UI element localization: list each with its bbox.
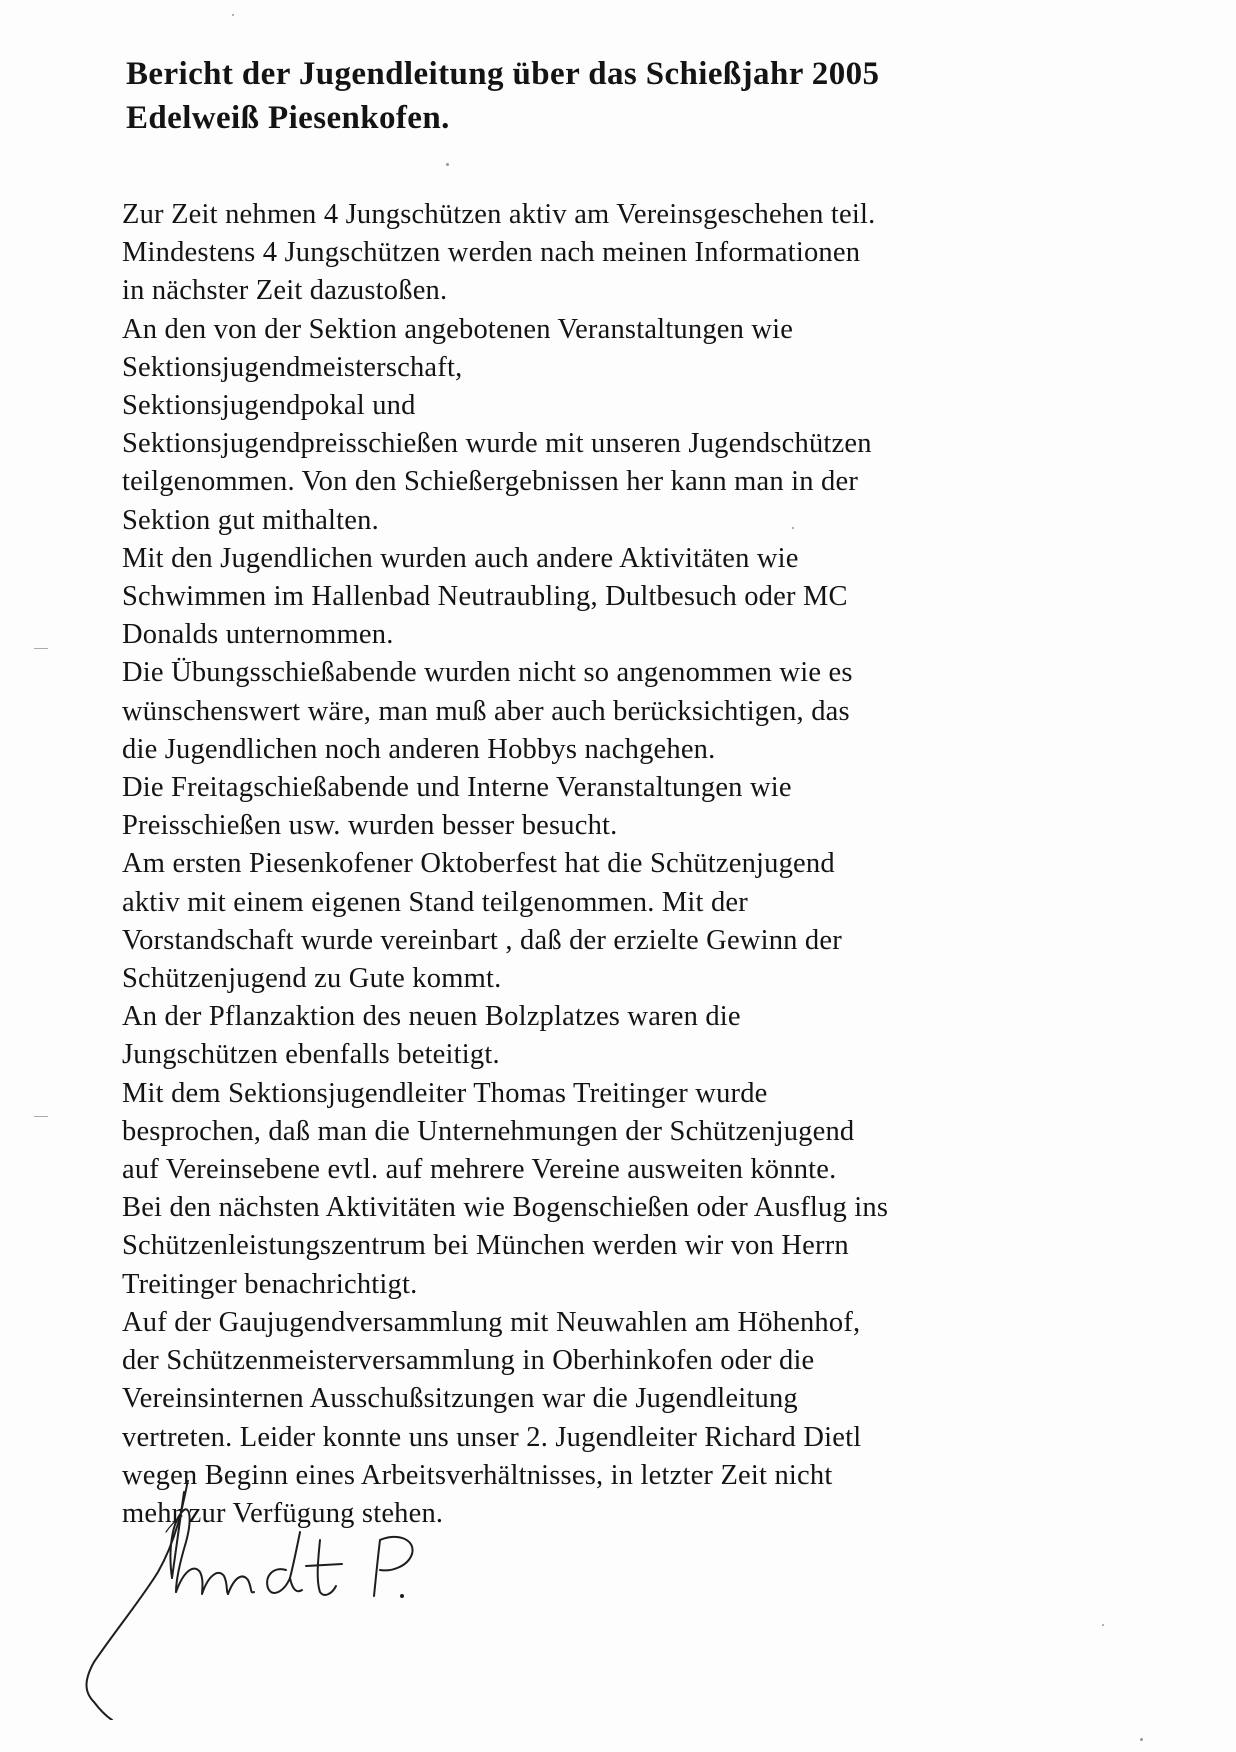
body-line: Treitinger benachrichtigt.	[122, 1268, 418, 1300]
body-line: wegen Beginn eines Arbeitsverhältnisses, in letzter Zeit nicht	[122, 1459, 833, 1491]
body-line: Sektionsjugendmeisterschaft,	[122, 351, 463, 383]
body-line: der Schützenmeisterversammlung in Oberhinkofen oder die	[122, 1345, 815, 1377]
body-line: die Jugendlichen noch anderen Hobbys nachgehen.	[122, 733, 716, 765]
body-line: Vereinsinternen Ausschußsitzungen war die Jugendleitung	[122, 1383, 798, 1415]
body-line: Donalds unternommen.	[122, 619, 394, 651]
body-line: Auf der Gaujugendversammlung mit Neuwahlen am Höhenhof,	[122, 1306, 861, 1338]
body-line: wünschenswert wäre, man muß aber auch berücksichtigen, das	[122, 695, 850, 727]
scan-speck	[1140, 1738, 1143, 1741]
scan-speck	[446, 163, 449, 166]
body-line: in nächster Zeit dazustoßen.	[122, 275, 448, 307]
body-line: besprochen, daß man die Unternehmungen der Schützenjugend	[122, 1115, 855, 1147]
margin-mark	[34, 1116, 48, 1117]
body-line: Mindestens 4 Jungschützen werden nach meinen Informationen	[122, 237, 861, 269]
scan-speck	[1102, 1624, 1104, 1626]
body-line: Bei den nächsten Aktivitäten wie Bogenschießen oder Ausflug ins	[122, 1192, 889, 1224]
body-line: Sektionsjugendpreisschießen wurde mit unseren Jugendschützen	[122, 428, 872, 460]
body-line: Mit den Jugendlichen wurden auch andere Aktivitäten wie	[122, 542, 799, 574]
body-line: auf Vereinsebene evtl. auf mehrere Vereine ausweiten könnte.	[122, 1154, 837, 1186]
margin-mark	[34, 648, 48, 649]
body-line: Sektion gut mithalten.	[122, 504, 379, 536]
body-line: teilgenommen. Von den Schießergebnissen her kann man in der	[122, 466, 859, 498]
body-line: Preisschießen usw. wurden besser besucht.	[122, 810, 618, 842]
body-line: Schwimmen im Hallenbad Neutraubling, Dultbesuch oder MC	[122, 581, 848, 613]
body-line: Die Übungsschießabende wurden nicht so angenommen wie es	[122, 657, 853, 689]
body-line: aktiv mit einem eigenen Stand teilgenommen. Mit der	[122, 886, 748, 918]
body-line: Zur Zeit nehmen 4 Jungschützen aktiv am Vereinsgeschehen teil.	[122, 199, 876, 230]
scan-speck	[232, 14, 234, 16]
body-line: Die Freitagschießabende und Interne Veranstaltungen wie	[122, 772, 792, 804]
body-line: Jungschützen ebenfalls beteitigt.	[122, 1039, 500, 1071]
body-line: mehr zur Verfügung stehen.	[122, 1497, 444, 1529]
body-line: vertreten. Leider konnte uns unser 2. Jugendleiter Richard Dietl	[122, 1421, 862, 1453]
body-line: An der Pflanzaktion des neuen Bolzplatzes waren die	[122, 1001, 741, 1033]
body-line: An den von der Sektion angebotenen Veranstaltungen wie	[122, 313, 794, 345]
report-title	[126, 52, 1186, 140]
scan-speck	[792, 527, 794, 529]
title-line-1: Bericht der Jugendleitung über das Schießjahr 2005	[126, 56, 880, 92]
body-line: Vorstandschaft wurde vereinbart , daß der erzielte Gewinn der	[122, 924, 842, 956]
handwritten-signature	[80, 1480, 460, 1720]
body-line: Am ersten Piesenkofener Oktoberfest hat die Schützenjugend	[122, 848, 835, 880]
title-line-2: Edelweiß Piesenkofen.	[126, 100, 450, 136]
body-line: Sektionsjugendpokal und	[122, 390, 416, 422]
body-line: Mit dem Sektionsjugendleiter Thomas Treitinger wurde	[122, 1077, 768, 1109]
body-line: Schützenleistungszentrum bei München werden wir von Herrn	[122, 1230, 849, 1262]
report-body	[122, 196, 1202, 1533]
body-line: Schützenjugend zu Gute kommt.	[122, 963, 502, 995]
